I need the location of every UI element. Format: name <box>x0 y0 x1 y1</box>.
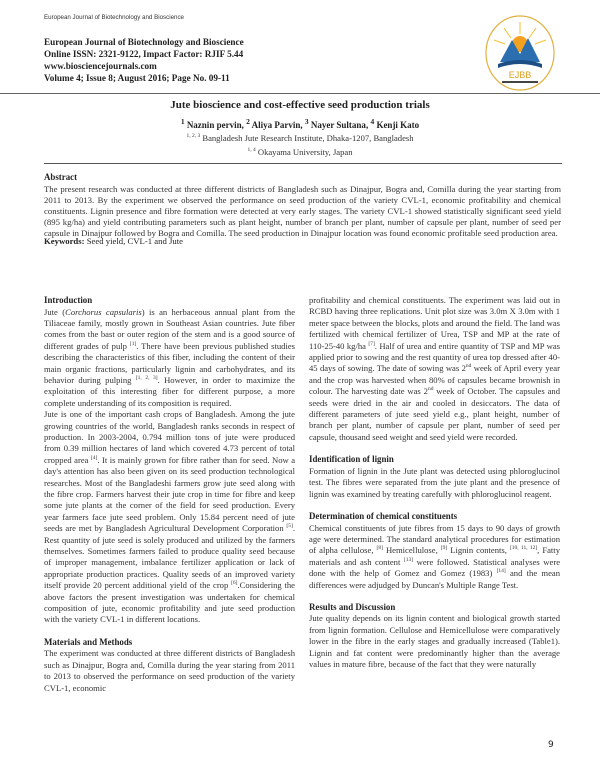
paragraph <box>44 409 295 626</box>
citation-ref: [6] <box>231 580 238 587</box>
affiliation-sup: 1, 2, 3 <box>186 133 201 139</box>
author-name: Nayer Sultana <box>310 120 366 130</box>
text-run: Hemicellulose, <box>382 545 441 556</box>
citation-ref: nd <box>465 363 472 370</box>
section-heading-introduction: Introduction <box>44 295 93 305</box>
citation-ref: [9] <box>440 545 448 552</box>
text-run: . There have been previous published studies describing the characteristics of this fiber, including the content of their main organic fractions, particularly lignin and carbohydrates, and its behavior during pulping <box>44 340 295 385</box>
logo-text: EJBB <box>508 70 532 80</box>
paper-title: Jute bioscience and cost-effective seed production trials <box>170 99 430 111</box>
text-run: were followed. Statistical analyses were done with the help of Gomez and Gomez (1983) <box>309 556 561 579</box>
divider <box>44 163 562 164</box>
text-run: Jute ( <box>44 306 66 317</box>
paragraph <box>309 613 560 670</box>
running-header: European Journal of Biotechnology and Bioscience <box>44 14 185 21</box>
paragraph <box>309 523 560 591</box>
text-run: .Considering the above factors the present investigation was undertaken for chemical composition of jute, economic profitability and jute seed production with the variety CVL-1 in different locations. <box>44 580 295 625</box>
journal-logo <box>484 14 556 92</box>
text-run: and the mean differences were adjudged by Duncan's Multiple Range Test. <box>309 568 560 590</box>
author-sup: 3 <box>304 117 309 126</box>
text-run: , Fatty materials and ash content <box>309 545 560 567</box>
abstract <box>44 172 561 240</box>
affiliation-text: Bangladesh Jute Research Institute, Dhaka-1207, Bangladesh <box>202 133 414 143</box>
journal-volume: Volume 4; Issue 8; August 2016; Page No. 09-11 <box>44 73 230 83</box>
keywords-label: Keywords: <box>44 236 85 246</box>
section-heading-materials: Materials and Methods <box>44 636 133 647</box>
text-run: Lignin contents, <box>447 545 510 556</box>
affiliation <box>0 133 600 143</box>
italic-text: Corchorus capsularis <box>65 306 142 317</box>
affiliation-sup: 1, 4 <box>247 147 256 153</box>
text-run: Formation of lignin in the Jute plant was detected using phloroglucinol test. The fibres were separated from the jute plant and the presence of lignin was examined by treating carefully with phloroglucinol reagent. <box>309 465 560 499</box>
text-run: Chemical constituents of jute fibres from 15 days to 90 days of growth age were determined. The standard analytical procedures for estimation of alpha cellulose, <box>309 522 560 556</box>
author-sup: 4 <box>370 117 375 126</box>
abstract-text: The present research was conducted at three different districts of Bangladesh such as Dinajpur, Bogra and, Comilla during the year starting from 2011 to 2013. By the experiment we observed the performance on seed production of the variety CVL-1, economic profitability and chemical constituents. Lignin presence and fibre formation were detected at very early stages. The variety CVL-1 showed statistically significant seed yield (895 kg/ha) and yield contributing parameters such as plant height, number of branch per plant, number of capsule per plant, number of seed per capsule in Dinajpur followed by Bogra and Comilla. The seed production in Dinajpur location was found economic profitable seed production area. <box>44 183 561 239</box>
author-name: Aliya Parvin <box>251 120 301 130</box>
journal-website: www.biosciencejournals.com <box>44 61 157 71</box>
citation-ref: [13] <box>403 556 414 563</box>
section-heading-results: Results and Discussion <box>309 601 396 612</box>
journal-issn: Online ISSN: 2321-9122, Impact Factor: RJIF 5.44 <box>44 49 244 59</box>
journal-info <box>44 36 244 84</box>
paragraph <box>309 295 560 443</box>
header-rule <box>0 93 600 94</box>
paragraph <box>44 648 295 694</box>
affiliation-text: Okayama University, Japan <box>257 147 353 157</box>
citation-ref: [14] <box>496 568 506 575</box>
journal-name: European Journal of Biotechnology and Bioscience <box>44 37 244 47</box>
author-name: Naznin pervin <box>186 120 242 130</box>
author-name: Kenji Kato <box>376 120 420 130</box>
author-sup: 1 <box>180 117 185 126</box>
left-column <box>44 295 295 694</box>
authors: $^1$ Naznin pervin, $^2$ Aliya Parvin, $^3$ Nayer Sultana, $^4$ Kenji Kato <box>180 117 420 130</box>
page-number: 9 <box>548 740 554 750</box>
text-run: week of April every year and the crop was harvested when 80% of capsules became brownish in colour. The harvesting date was 2 <box>309 363 560 397</box>
section-heading-chemical: Determination of chemical constituents <box>309 511 458 521</box>
abstract-heading: Abstract <box>44 172 78 182</box>
text-run: . Rest quantity of jute seed is solely produced and utilized by the farmers themselves. Sometimes farmers failed to produce quality seed because of improper management, imbalance fertilizer application or lack of appropriate production practices. Quality seeds of an improved variety itself provide 20 percent additional yield of the crop <box>44 523 295 591</box>
citation-ref: [10, 11, 12] <box>509 545 538 552</box>
text-run: week of October. The capsules and seeds were dried in the air and cooled in desiccators. The data of different parameters of jute seed yield e.g., plant height, number of branch per plant, number of capsule per plant, number of seed per capsule, thousand seed weight and seed yield were recorded. <box>309 386 560 442</box>
citation-ref: [1, 2, 3] <box>135 374 158 381</box>
affiliation <box>0 147 600 157</box>
text-run: . However, in order to maximize the exploitation of this interesting fiber for different purpose, a more complete understanding of its composition is required. <box>44 374 295 408</box>
text-run: ) is an herbaceous annual plant from the Tiliaceae family, mostly grown in Southeast Asian countries. Jute fiber comes from the bast or outer region of the stem and is a good source of different grades of pulp <box>44 306 296 351</box>
text-run: profitability and chemical constituents. The experiment was laid out in RCBD having three replications. Unit plot size was 3.0m X 3.0m with 1 meter space between the blocks, plots and around the field. The land was fertilized with chemical fertilizer of Urea, TSP and MP at the rate of 110-25-40 kg/ha <box>309 295 560 351</box>
keywords-text: Seed yield, CVL-1 and Jute <box>86 236 183 246</box>
citation-ref: [7] <box>368 340 375 347</box>
text-run: . It is mainly grown for fibre rather than for seed. Now a day's attention has also been given on its seed production technological researches. Most of the Bangladeshi farmers grow jute seed along with the fibre crop. Farmers harvest their jute crop in time for fibre and keep some jute plants at the corner of the field for seed production. Every year farmers face jute seed problem. Only 15.84 percent need of jute seeds are met by Bangladesh Agricultural Development Corporation <box>44 454 296 534</box>
citation-ref: [4] <box>90 454 98 461</box>
section-heading-lignin: Identification of lignin <box>309 454 394 465</box>
citation-ref: nd <box>427 386 434 393</box>
text-run: Jute quality depends on its lignin content and biological growth started from lignin formation. Cellulose and Hemicellulose were comparatively lower in the fibre in the early stages and gradually increased (Table1). Lignin and fat content were predominantly higher than the average values in mature fibre, because of the fact that they were naturally <box>309 613 560 670</box>
right-column <box>309 295 560 670</box>
paragraph <box>309 466 560 500</box>
author-sup: 2 <box>246 117 250 126</box>
citation-ref: [5] <box>286 523 293 530</box>
text-run: The experiment was conducted at three different districts of Bangladesh such as Dinajpur, Bogra and, Comilla during the year staring from 2011 to 2013 to observed the performance on seed production of the variety CVL-1, economic <box>44 648 295 693</box>
text-run: . Half of urea and entire quantity of TSP and MP was applied prior to sowing and the rest quantity of urea top dressed after 40-45 days of sowing. The date of sowing was 2 <box>309 340 561 374</box>
text-run: Jute is one of the important cash crops of Bangladesh. Among the jute growing countries of the world, Bangladesh ranks seconds in respect of production. In 2003-2004, 0.794 million tons of jute were produced from 0.39 million hectares of land which covered 4.73 percent of total cropped area <box>44 409 295 465</box>
citation-ref: [8] <box>376 545 383 552</box>
paragraph <box>44 307 295 410</box>
citation-ref: [1] <box>129 340 137 347</box>
keywords <box>44 236 183 246</box>
